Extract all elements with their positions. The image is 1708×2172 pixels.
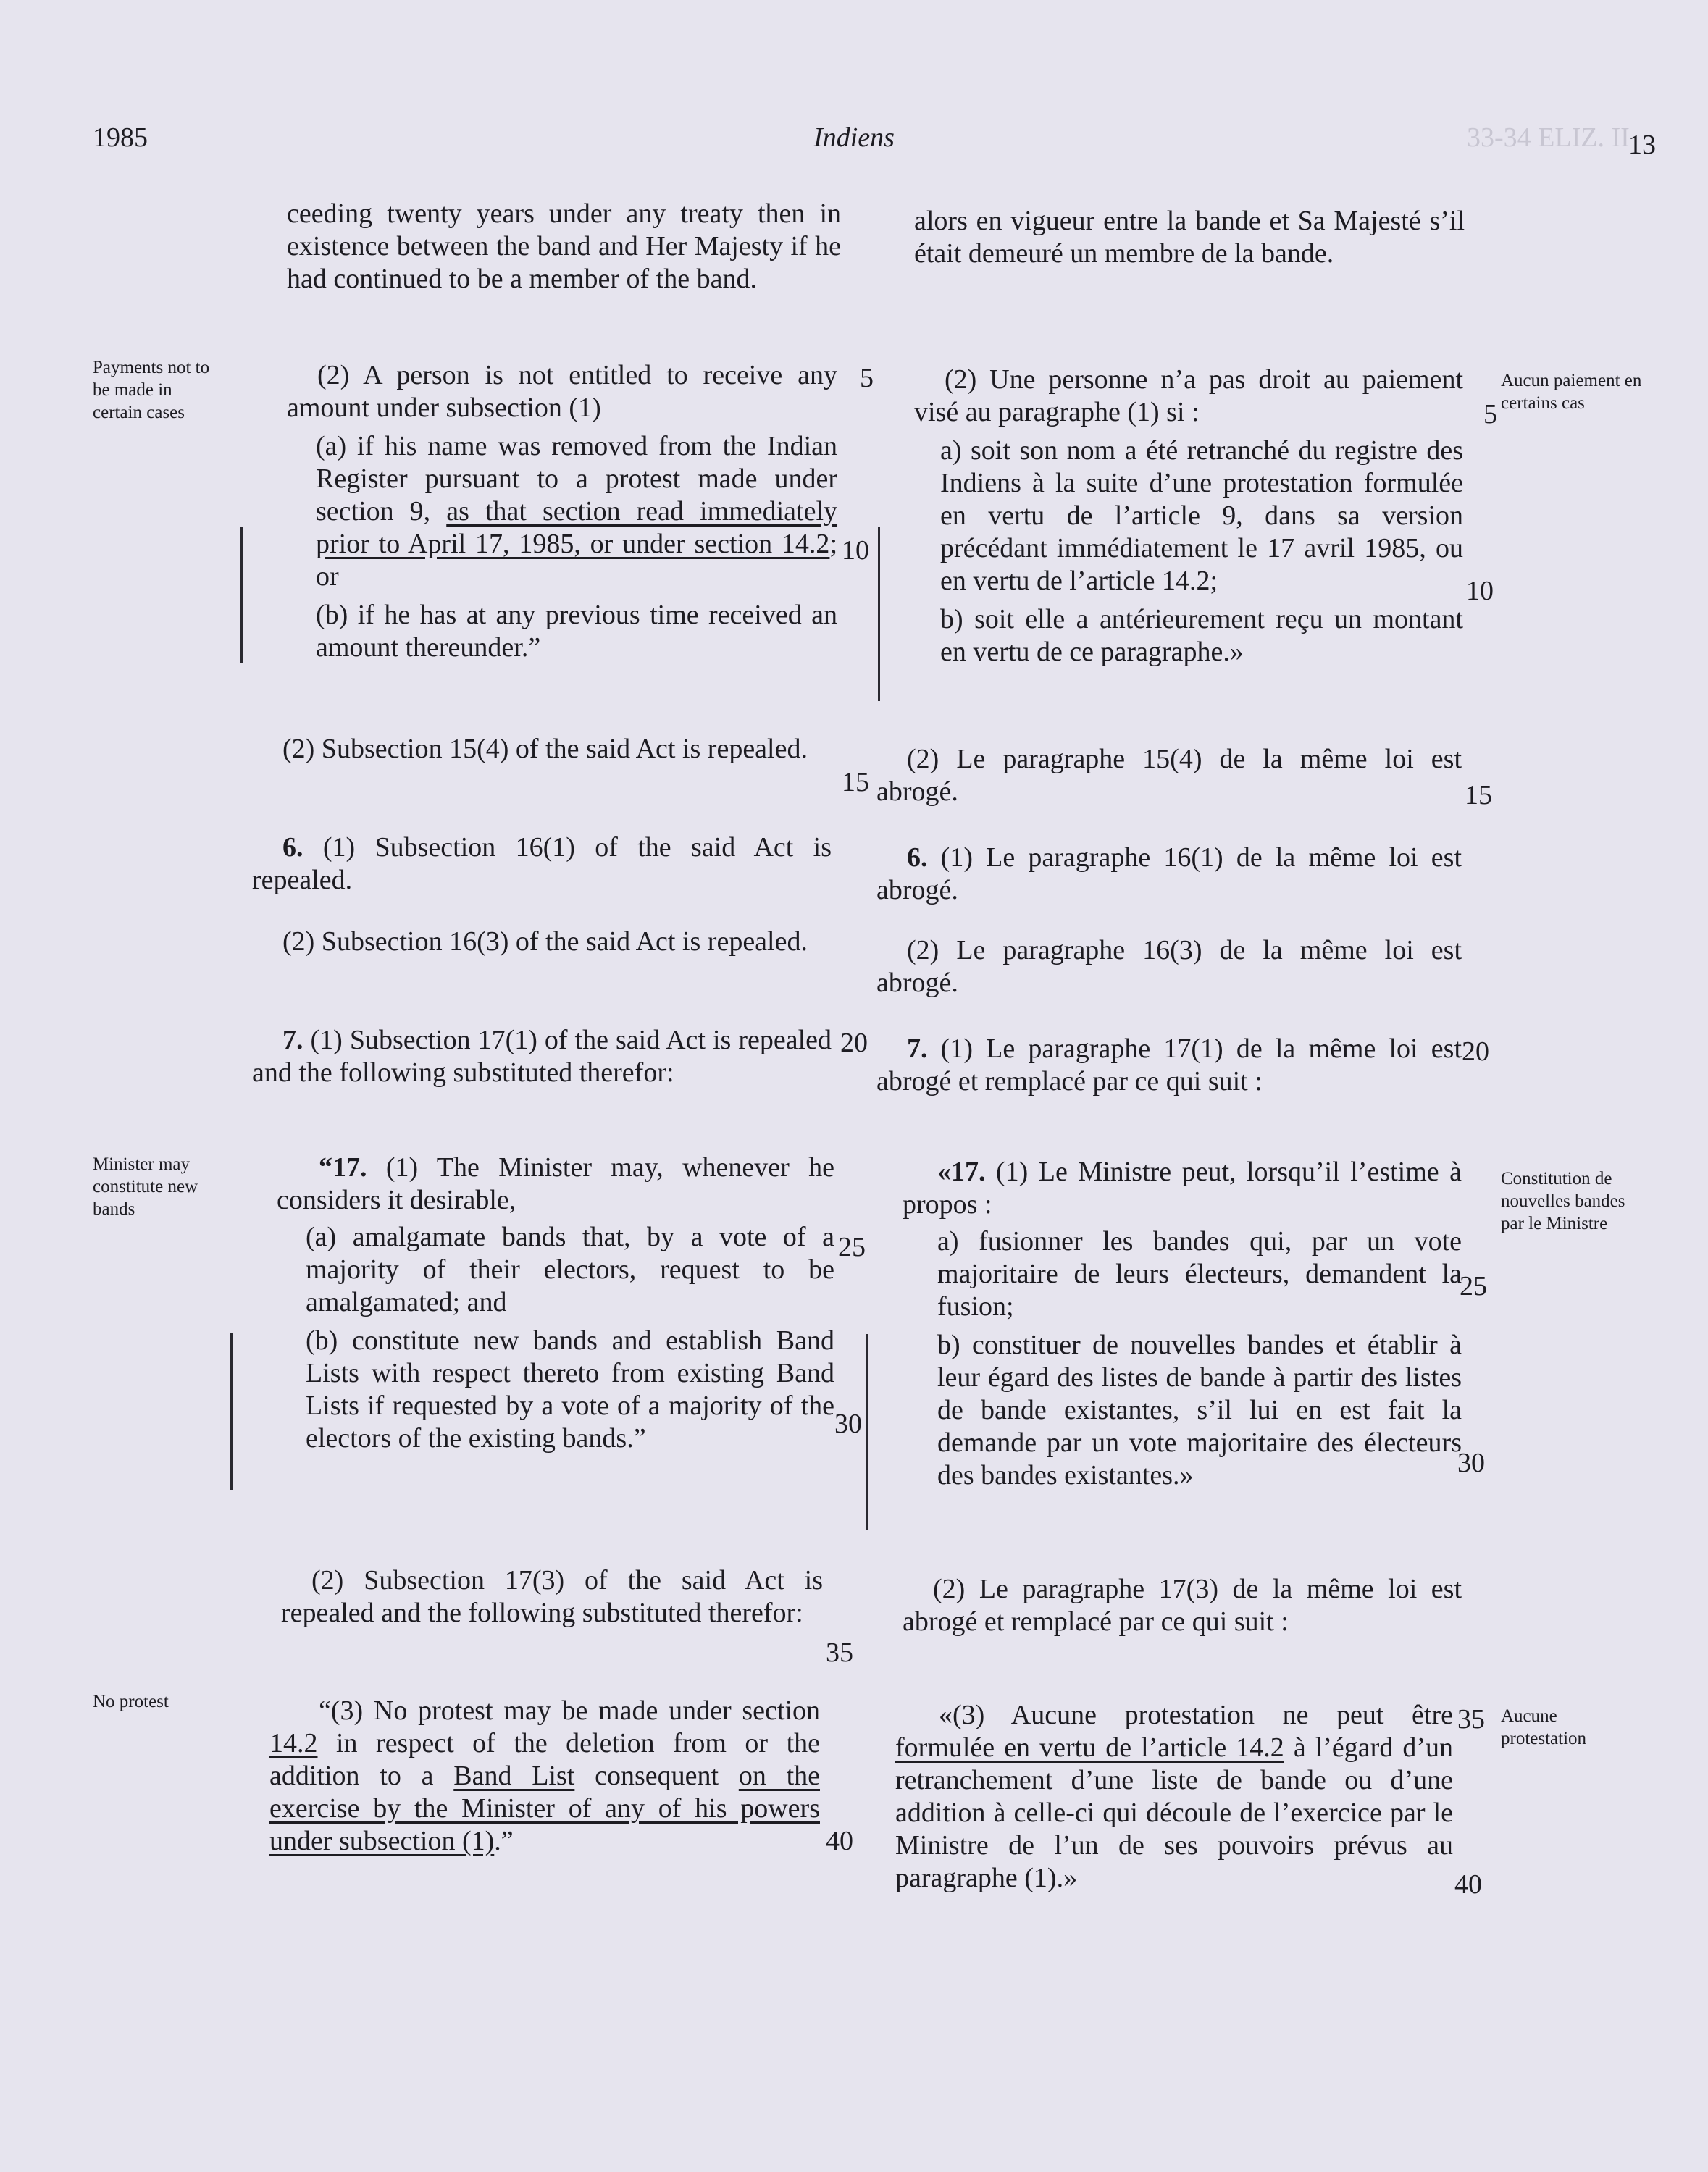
fr-item-a: a) soit son nom a été retranché du registre des Indiens à la suite d’une protestation formulée en vertu de l’article 9, dans sa version précédant immédiatement le 17 avril 1985, ou en vertu de l’article 14.2; <box>940 435 1463 596</box>
en-section-7-1: 7. (1) Subsection 17(1) of the said Act is repealed and the following substituted therefor: <box>252 1025 832 1088</box>
fr-section-7-1: 7. (1) Le paragraphe 17(1) de la même loi est abrogé et remplacé par ce qui suit : <box>876 1033 1462 1097</box>
header-year: 1985 <box>93 122 148 153</box>
bleed-through-header: 33-34 ELIZ. II <box>1467 122 1630 153</box>
en-quote-item-b: (b) constitute new bands and establish Band Lists with respect thereto from existing Band Lists if requested by a vote of a majority of the electors of the existing bands.” <box>306 1325 834 1454</box>
en-paragraph-2: (2) A person is not entitled to receive any amount under subsection (1) (a) if his name was removed from the Indian Register pursuant to a protest made under section 9, as that section read immediately prior to April 17, 1985, or under section 14.2; or (b) if he has at any previous time received an amount thereunder.” <box>287 360 838 663</box>
en-line-number-35: 35 <box>826 1638 853 1668</box>
fr-section-6-2: (2) Le paragraphe 16(3) de la même loi est abrogé. <box>876 935 1462 998</box>
en-line-number-15: 15 <box>842 767 869 797</box>
fr-line-number-40: 40 <box>1454 1869 1482 1900</box>
fr-section-7-2: (2) Le paragraphe 17(3) de la même loi est abrogé et remplacé par ce qui suit : <box>903 1574 1462 1637</box>
fr-line-number-5: 5 <box>1483 399 1497 429</box>
en-paragraph-15-4: (2) Subsection 15(4) of the said Act is repealed. <box>282 734 808 764</box>
fr-section-6-1: 6. (1) Le paragraphe 16(1) de la même loi est abrogé. <box>876 842 1462 905</box>
en-line-number-5: 5 <box>860 363 874 393</box>
en-paragraph-continuation: ceeding twenty years under any treaty then in existence between the band and Her Majesty if he had continued to be a member of the band. <box>287 198 841 294</box>
fr-line-number-15: 15 <box>1465 780 1492 810</box>
fr-paragraph-2: (2) Une personne n’a pas droit au paiement visé au paragraphe (1) si : a) soit son nom a été retranché du registre des Indiens à la suite d’une protestation formulée en vertu de l’article 9, dans sa version précédant immédiatement le 17 avril 1985, ou en vertu de l’article 14.2; b) soit elle a antérieurement reçu un montant en vertu de ce paragraphe.» <box>914 364 1463 667</box>
fr-item-b: b) soit elle a antérieurement reçu un montant en vertu de ce paragraphe.» <box>940 604 1463 667</box>
en-section-7-2: (2) Subsection 17(3) of the said Act is repealed and the following substituted therefor: <box>281 1565 823 1628</box>
fr-line-number-30: 30 <box>1457 1448 1485 1478</box>
margin-note-minister: Minister may constitute new bands <box>93 1154 198 1219</box>
fr-quote-item-b: b) constituer de nouvelles bandes et établir à leur égard des listes de bande à partir des listes de bande existantes, s’il lui en est fait la demande par un vote majoritaire des électeurs des bandes existantes.» <box>937 1330 1462 1490</box>
margin-note-aucun-paiement: Aucun paiement en certains cas <box>1501 371 1642 413</box>
fr-quoted-section-17: «17. (1) Le Ministre peut, lorsqu’il l’estime à propos : a) fusionner les bandes qui, par un vote majoritaire de leurs électeurs, demandent la fusion; b) constituer de nouvelles bandes et établir à leur égard des listes de bande à partir des listes de bande existantes, s’il lui en est fait la demande par un vote majoritaire des électeurs des bandes existantes.» <box>903 1157 1462 1490</box>
change-bar-en-2 <box>230 1333 233 1490</box>
en-item-b: (b) if he has at any previous time received an amount thereunder.” <box>316 600 837 663</box>
en-quote-item-a: (a) amalgamate bands that, by a vote of a majority of their electors, request to be amalgamated; and <box>306 1222 834 1317</box>
en-line-number-30: 30 <box>834 1409 862 1439</box>
fr-line-number-20: 20 <box>1462 1036 1489 1067</box>
fr-paragraph-15-4: (2) Le paragraphe 15(4) de la même loi est abrogé. <box>876 744 1462 807</box>
margin-note-constitution: Constitution de nouvelles bandes par le Ministre <box>1501 1169 1625 1233</box>
en-item-a: (a) if his name was removed from the Indian Register pursuant to a protest made under section 9, as that section read immediately prior to April 17, 1985, or under section 14.2; or <box>316 431 838 592</box>
en-section-6-1: 6. (1) Subsection 16(1) of the said Act is repealed. <box>252 832 832 895</box>
header-title: Indiens <box>813 122 895 153</box>
en-section-6-2: (2) Subsection 16(3) of the said Act is repealed. <box>282 926 808 957</box>
page-number: 13 <box>1628 130 1656 160</box>
margin-note-payments: Payments not to be made in certain cases <box>93 358 210 422</box>
fr-line-number-25: 25 <box>1460 1271 1487 1301</box>
change-bar-fr-2 <box>866 1334 868 1530</box>
margin-note-aucune-protestation: Aucune protestation <box>1501 1706 1587 1748</box>
fr-paragraph-continuation: alors en vigueur entre la bande et Sa Majesté s’il était demeuré un membre de la bande. <box>914 206 1465 269</box>
en-line-number-40: 40 <box>826 1826 853 1856</box>
fr-quote-item-a: a) fusionner les bandes qui, par un vote majoritaire de leurs électeurs, demandent la fusion; <box>937 1226 1462 1322</box>
en-line-number-20: 20 <box>840 1028 868 1058</box>
fr-line-number-10: 10 <box>1466 576 1494 606</box>
fr-quoted-subsection-3: «(3) Aucune protestation ne peut être formulée en vertu de l’article 14.2 à l’égard d’un retranchement d’une liste de bande ou d’une addition à celle-ci qui découle de l’exercice par le Ministre de l’un de ses pouvoirs prévus au paragraphe (1).» <box>895 1700 1453 1893</box>
en-quoted-subsection-3: “(3) No protest may be made under section 14.2 in respect of the deletion from or the addition to a Band List consequent on the exercise by the Minister of any of his powers under subsection (1).” <box>269 1695 820 1856</box>
change-bar-fr-1 <box>878 527 880 701</box>
change-bar-en-1 <box>240 527 243 663</box>
en-line-number-10: 10 <box>842 535 869 566</box>
en-line-number-25: 25 <box>838 1232 866 1262</box>
margin-note-no-protest: No protest <box>93 1692 169 1711</box>
fr-line-number-35: 35 <box>1457 1704 1485 1735</box>
en-quoted-section-17: “17. (1) The Minister may, whenever he considers it desirable, (a) amalgamate bands that, by a vote of a majority of their electors, request to be amalgamated; and (b) constitute new bands and establish Band Lists with respect thereto from existing Band Lists if requested by a vote of a majority of the electors of the existing bands.” <box>277 1152 834 1454</box>
